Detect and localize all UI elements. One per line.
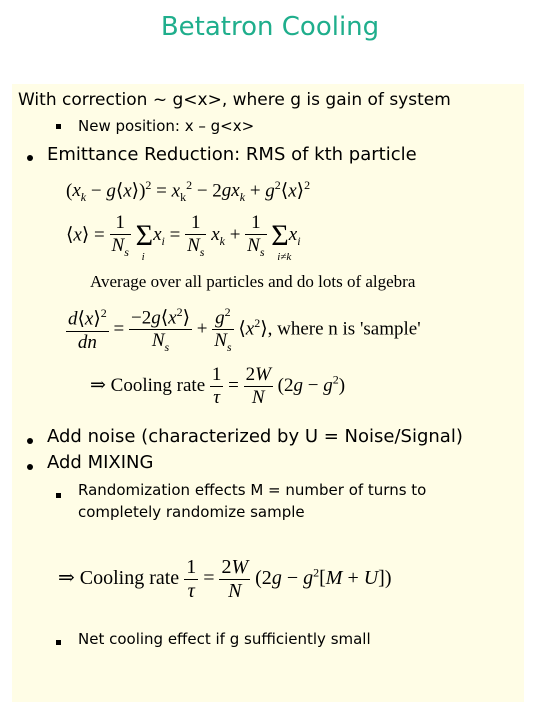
average-over-particles-text: Average over all particles and do lots of algebra bbox=[90, 272, 416, 291]
square-bullet-icon bbox=[56, 640, 61, 645]
sub-bullet-net-cooling: Net cooling effect if g sufficiently small bbox=[78, 630, 371, 648]
round-bullet-icon bbox=[27, 464, 33, 470]
equation-variance-evolution: $\frac{d⟨x⟩^2}{dn}$ = $\frac{-2g⟨x^2⟩}{N_s}$ + $\frac{g^2}{N_s}$ $⟨x^2⟩$, where n is 'sample' bbox=[68, 305, 421, 355]
round-bullet-icon bbox=[27, 155, 33, 161]
round-bullet-icon bbox=[27, 438, 33, 444]
bullet-add-mixing: Add MIXING bbox=[47, 452, 154, 473]
bullet-emittance: Emittance Reduction: RMS of kth particle bbox=[47, 144, 417, 165]
intro-text: With correction ~ g<x>, where g is gain of system bbox=[18, 90, 451, 110]
square-bullet-icon bbox=[56, 124, 61, 129]
equation-squared-deviation: ($x_k$ − g⟨x⟩)$^2$ = $x_k^2 - 2gx_k$ + $g^2⟨x⟩^2$ bbox=[66, 178, 311, 205]
equation-mean-position: ⟨x⟩ = $\frac{1}{N_s}$ Σ i $x_i$ = $\frac{1}{N_s}$ $x_k$ + $\frac{1}{N_s}$ Σ i≠k $x_i$ bbox=[66, 212, 301, 263]
bullet-add-noise: Add noise (characterized by U = Noise/Signal) bbox=[47, 426, 463, 447]
sub-bullet-randomization-line2: completely randomize sample bbox=[78, 503, 305, 521]
sub-bullet-randomization-line1: Randomization effects M = number of turns to bbox=[78, 481, 427, 499]
equation-cooling-rate: ⇒ Cooling rate $\frac{1}{\tau}$ = $\frac{2W}{N}$ $(2g - g^2)$ bbox=[90, 364, 346, 408]
sample-note: , where n is 'sample' bbox=[267, 318, 421, 340]
square-bullet-icon bbox=[56, 493, 61, 498]
equation-cooling-rate-with-noise: ⇒ Cooling rate $\frac{1}{\tau}$ = $\frac{2W}{N}$ $(2g - g^2[M + U])$ bbox=[58, 556, 392, 602]
slide-title: Betatron Cooling bbox=[160, 12, 380, 42]
cooling-rate-label-2: ⇒ Cooling rate bbox=[58, 567, 180, 590]
cooling-rate-label: ⇒ Cooling rate bbox=[90, 374, 206, 396]
sub-bullet-new-position: New position: x – g<x> bbox=[78, 117, 255, 135]
